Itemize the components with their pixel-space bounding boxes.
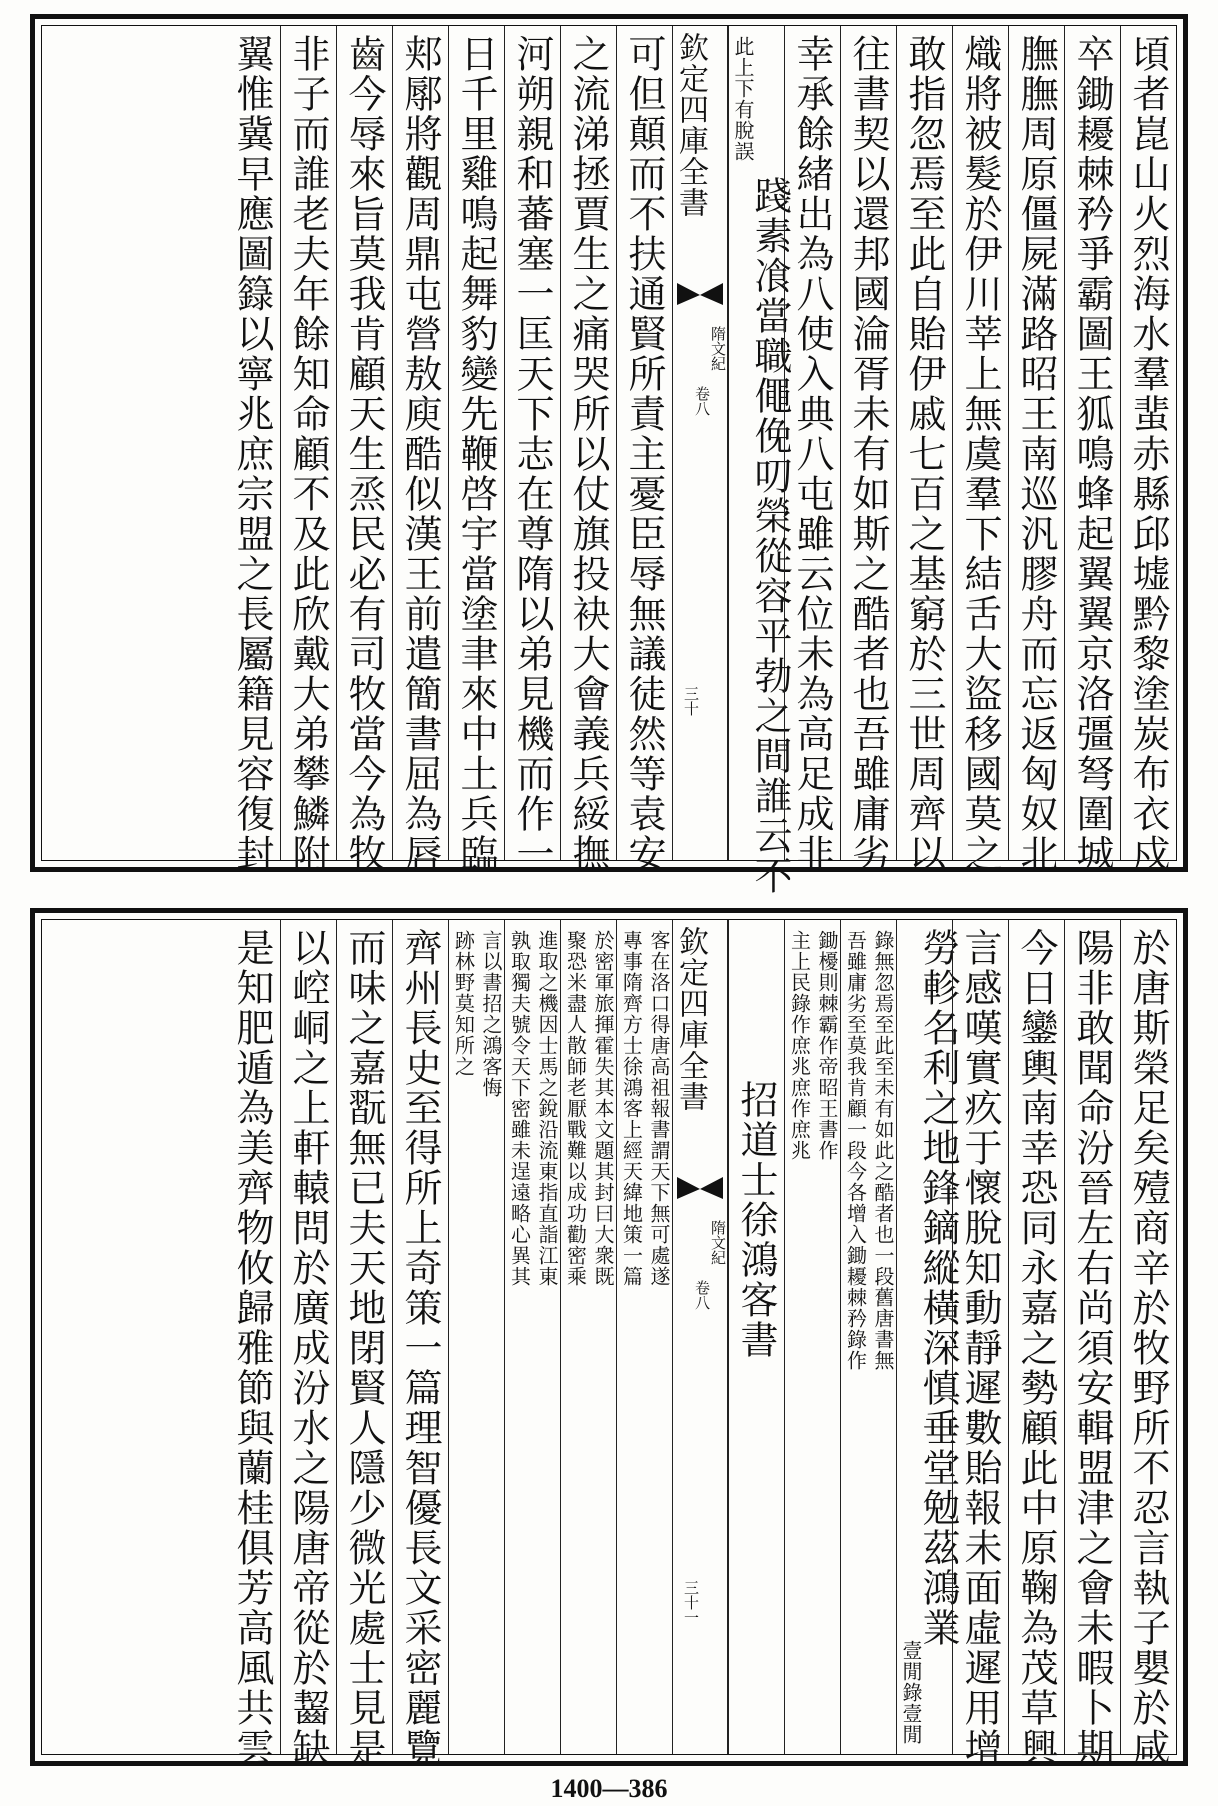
annotation-text: 於密軍旅揮霍失其本文題其封曰大衆既: [591, 930, 615, 1287]
annotation-text: 專事隋齊方士徐鴻客上經天緯地策一篇: [619, 930, 644, 1287]
text-column: 而味之嘉翫無已夫天地閉賢人隱少微光處士見是: [336, 920, 392, 1754]
page-number: 三十: [682, 686, 700, 716]
annotation-text: 聚恐米盡人散師老厭戰難以成功勸密乘: [563, 930, 588, 1287]
collation-note: 壹閒錄壹閒: [899, 1640, 923, 1745]
series-title: 欽定四庫全書: [673, 926, 708, 1112]
book-title: 隋文紀: [709, 326, 727, 371]
letter-heading: 招道士徐鴻客書: [728, 920, 784, 1754]
volume-label: 卷八: [693, 1280, 711, 1310]
text-column: 往書契以還邦國淪胥未有如斯之酷者也吾雖庸劣: [840, 26, 896, 860]
text-column-main: 踐素飡當職僶俛叨榮從容平勃之間誰云不: [748, 176, 792, 896]
text-column: 幸承餘緒出為八使入典八屯雖云位未為高足成非: [784, 26, 840, 860]
text-column: 膴膴周原僵屍滿路昭王南巡汎膠舟而忘返匈奴北: [1008, 26, 1064, 860]
text-column: 河朔親和蕃塞一匡天下志在尊隋以弟見機而作一: [504, 26, 560, 860]
volume-label: 卷八: [693, 386, 711, 416]
text-column: 之流涕拯賈生之痛哭所以仗旗投袂大會義兵綏撫: [560, 26, 616, 860]
series-title: 欽定四庫全書: [673, 32, 708, 218]
page-number: 三十一: [682, 1580, 700, 1625]
annotation-text: 跡林野莫知所之: [451, 930, 476, 1077]
text-column: 是知肥遁為美齊物攸歸雅節與蘭桂俱芳高風共雲: [230, 928, 274, 1768]
text-column: 郏鄏將觀周鼎屯營敖庾酷似漢王前遣簡書屈為唇: [392, 26, 448, 860]
collation-note: 錄無忽焉至此至未有如此之酷者也一段舊唐書無: [871, 930, 895, 1371]
collation-note-column: [784, 920, 840, 1754]
annotation-column: [448, 920, 504, 1754]
annotation-column: [504, 920, 560, 1754]
text-column: 今日鑾輿南幸恐同永嘉之勢顧此中原鞠為茂草興: [1008, 920, 1064, 1754]
collation-note: 鋤櫌則棘霸作帝昭王書作: [815, 930, 839, 1161]
annotation-text: 言以書招之鴻客悔: [479, 930, 503, 1098]
text-column-with-note: [896, 920, 960, 1754]
text-column: 齊州長史至得所上奇策一篇理智優長文采密麗覽: [392, 920, 448, 1754]
page-footer-number: 1400—386: [550, 1774, 668, 1803]
text-column: 以崆峒之上軒轅問於廣成汾水之陽唐帝從於齧缺: [280, 920, 336, 1754]
top-page: [30, 14, 1188, 896]
annotation-column: [616, 920, 672, 1754]
text-column: 可但顛而不扶通賢所責主憂臣辱無議徒然等袁安: [616, 26, 672, 860]
text-column-with-note: [728, 26, 792, 896]
collation-note: 吾雖庸劣至莫我肯顧一段今各增入鋤耰棘矜錄作: [843, 930, 868, 1371]
top-page-text-frame: [41, 25, 1177, 896]
collation-note: 此上下有脫誤: [731, 36, 755, 162]
text-column: 陽非敢聞命汾晉左右尚須安輯盟津之會未暇卜期: [1064, 920, 1120, 1754]
text-column: 於唐斯榮足矣殪商辛於牧野所不忍言執子嬰於咸: [1120, 920, 1176, 1754]
text-column: 齒今辱來旨莫我肯顧天生烝民必有司牧當今為牧: [336, 26, 392, 860]
text-column: 敢指忽焉至此自貽伊戚七百之基窮於三世周齊以: [896, 26, 952, 860]
text-column: 頃者崑山火烈海水羣蜚赤縣邱墟黔黎塗炭布衣戍: [1120, 26, 1176, 860]
center-fold-margin: [672, 26, 728, 860]
fishtail-mark-icon: [675, 281, 725, 307]
annotation-column: [560, 920, 616, 1754]
bottom-page-text-frame: [41, 919, 1177, 1768]
fishtail-mark-icon: [675, 1175, 725, 1201]
text-column: 卒鋤耰棘矜爭霸圖王狐鳴蜂起翼翼京洛彊弩圍城: [1064, 26, 1120, 860]
annotation-text: 進取之機因士馬之銳沿流東指直詣江東: [535, 930, 559, 1287]
text-column-main: 勞軫名利之地鋒鏑縱橫深慎垂堂勉茲鴻業: [916, 928, 960, 1648]
text-column: 翼惟冀早應圖籙以寧兆庶宗盟之長屬籍見容復封: [230, 34, 274, 874]
text-column: 日千里雞鳴起舞豹變先鞭啓宇當塗聿來中土兵臨: [448, 26, 504, 860]
text-column: 非子而誰老夫年餘知命顧不及此欣戴大弟攀鱗附: [280, 26, 336, 860]
center-fold-margin: [672, 920, 728, 1754]
annotation-text: 客在洛口得唐高祖報書謂天下無可處遂: [647, 930, 671, 1287]
annotation-text: 孰取獨夫號令天下密雖未逞遠略心異其: [507, 930, 532, 1287]
collation-note: 主上民錄作庶兆庶作庶兆: [787, 930, 812, 1161]
text-column: 言感嘆實疚于懷脫知動靜遲數貽報未面虛遲用增: [952, 920, 1008, 1754]
book-title: 隋文紀: [709, 1220, 727, 1265]
bottom-page: [30, 908, 1188, 1766]
collation-note-column: [840, 920, 896, 1754]
text-column: 熾將被髮於伊川莘上無虞羣下結舌大盜移國莫之: [952, 26, 1008, 860]
